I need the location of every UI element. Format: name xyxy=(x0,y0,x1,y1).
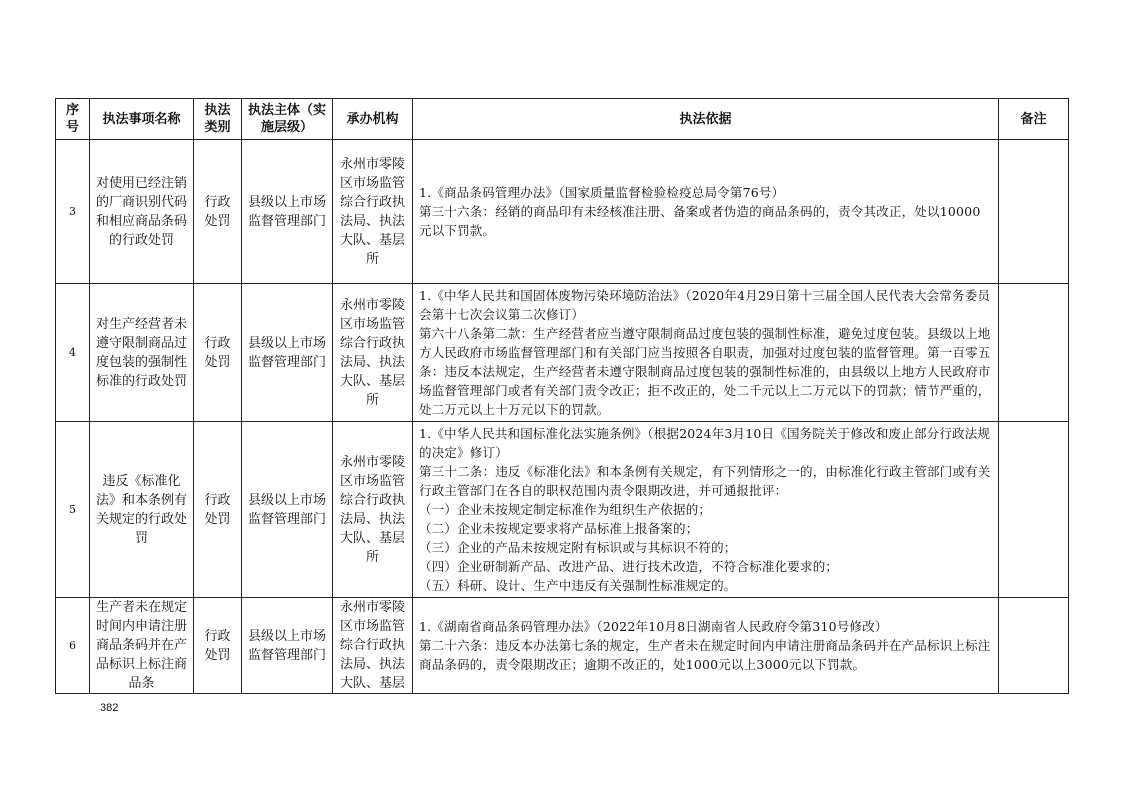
basis-line: 1.《中华人民共和国标准化法实施条例》（根据2024年3月10日《国务院关于修改和废止部分行政法规的决定》修订） xyxy=(419,426,991,460)
row-seq: 3 xyxy=(56,140,90,284)
basis-line: 第三十二条：违反《标准化法》和本条例有关规定，有下列情形之一的，由标准化行政主管部门或有关行政主管部门在各自的职权范围内责令限期改进，并可通报批评： xyxy=(419,464,991,498)
row-subject: 县级以上市场监督管理部门 xyxy=(242,598,333,694)
header-basis: 执法依据 xyxy=(413,99,999,140)
table-row xyxy=(56,284,1069,422)
row-remarks xyxy=(999,140,1069,284)
row-basis xyxy=(413,422,999,598)
row-seq: 5 xyxy=(56,422,90,598)
row-category: 行政处罚 xyxy=(194,422,242,598)
basis-line: （三）企业的产品未按规定附有标识或与其标识不符的； xyxy=(419,540,737,555)
row-seq: 4 xyxy=(56,284,90,422)
basis-line: （二）企业未按规定要求将产品标准上报备案的； xyxy=(419,521,699,536)
row-subject: 县级以上市场监督管理部门 xyxy=(242,422,333,598)
row-agency: 永州市零陵区市场监管综合行政执法局、执法大队、基层所 xyxy=(333,140,413,284)
table-row xyxy=(56,598,1069,694)
basis-line: （四）企业研制新产品、改进产品、进行技术改造，不符合标准化要求的； xyxy=(419,559,839,574)
header-agency: 承办机构 xyxy=(333,99,413,140)
basis-line: 1.《商品条码管理办法》（国家质量监督检验检疫总局令第76号） xyxy=(419,185,785,200)
row-seq: 6 xyxy=(56,598,90,694)
basis-line: 1.《中华人民共和国固体废物污染环境防治法》（2020年4月29日第十三届全国人民代表大会常务委员会第十七次会议第二次修订） xyxy=(419,288,991,322)
basis-line: （五）科研、设计、生产中违反有关强制性标准规定的。 xyxy=(419,578,737,593)
row-agency: 永州市零陵区市场监管综合行政执法局、执法大队、基层所 xyxy=(333,422,413,598)
page-number: 382 xyxy=(100,702,119,714)
header-seq: 序号 xyxy=(56,99,90,140)
table-header-row xyxy=(56,99,1069,140)
enforcement-items-table xyxy=(55,98,1069,694)
basis-line: 第六十八条第二款：生产经营者应当遵守限制商品过度包装的强制性标准，避免过度包装。县级以上地方人民政府市场监督管理部门和有关部门应当按照各自职责，加强对过度包装的监督管理。第一百零五条：违反本法规定，生产经营者未遵守限制商品过度包装的强制性标准的，由县级以上地方人民政府市场监督管理部门或者有关部门责令改正；拒不改正的，处二千元以上二万元以下的罚款；情节严重的，处二万元以上十万元以下的罚款。 xyxy=(419,326,991,417)
row-item-name: 对使用已经注销的厂商识别代码和相应商品条码的行政处罚 xyxy=(90,140,194,284)
row-agency: 永州市零陵区市场监管综合行政执法局、执法大队、基层 xyxy=(333,598,413,694)
row-subject: 县级以上市场监督管理部门 xyxy=(242,284,333,422)
row-agency: 永州市零陵区市场监管综合行政执法局、执法大队、基层所 xyxy=(333,284,413,422)
basis-line: 第三十六条：经销的商品印有未经核准注册、备案或者伪造的商品条码的，责令其改正，处以10000元以下罚款。 xyxy=(419,204,981,238)
table-row xyxy=(56,140,1069,284)
header-item-name: 执法事项名称 xyxy=(90,99,194,140)
row-basis xyxy=(413,598,999,694)
row-category: 行政处罚 xyxy=(194,284,242,422)
row-remarks xyxy=(999,598,1069,694)
basis-line: （一）企业未按规定制定标准作为组织生产依据的； xyxy=(419,502,712,517)
header-category: 执法类别 xyxy=(194,99,242,140)
row-basis xyxy=(413,284,999,422)
row-item-name: 生产者未在规定时间内申请注册商品条码并在产品标识上标注商品条 xyxy=(90,598,194,694)
basis-line: 第二十六条：违反本办法第七条的规定，生产者未在规定时间内申请注册商品条码并在产品标识上标注商品条码的，责令限期改正；逾期不改正的，处1000元以上3000元以下罚款。 xyxy=(419,638,991,672)
row-basis xyxy=(413,140,999,284)
basis-line: 1.《湖南省商品条码管理办法》（2022年10月8日湖南省人民政府令第310号修改） xyxy=(419,619,888,634)
header-remarks: 备注 xyxy=(999,99,1069,140)
row-remarks xyxy=(999,422,1069,598)
row-subject: 县级以上市场监督管理部门 xyxy=(242,140,333,284)
row-remarks xyxy=(999,284,1069,422)
header-subject: 执法主体（实施层级） xyxy=(242,99,333,140)
row-category: 行政处罚 xyxy=(194,598,242,694)
row-category: 行政处罚 xyxy=(194,140,242,284)
row-item-name: 违反《标准化法》和本条例有关规定的行政处罚 xyxy=(90,422,194,598)
table-row xyxy=(56,422,1069,598)
row-item-name: 对生产经营者未遵守限制商品过度包装的强制性标准的行政处罚 xyxy=(90,284,194,422)
